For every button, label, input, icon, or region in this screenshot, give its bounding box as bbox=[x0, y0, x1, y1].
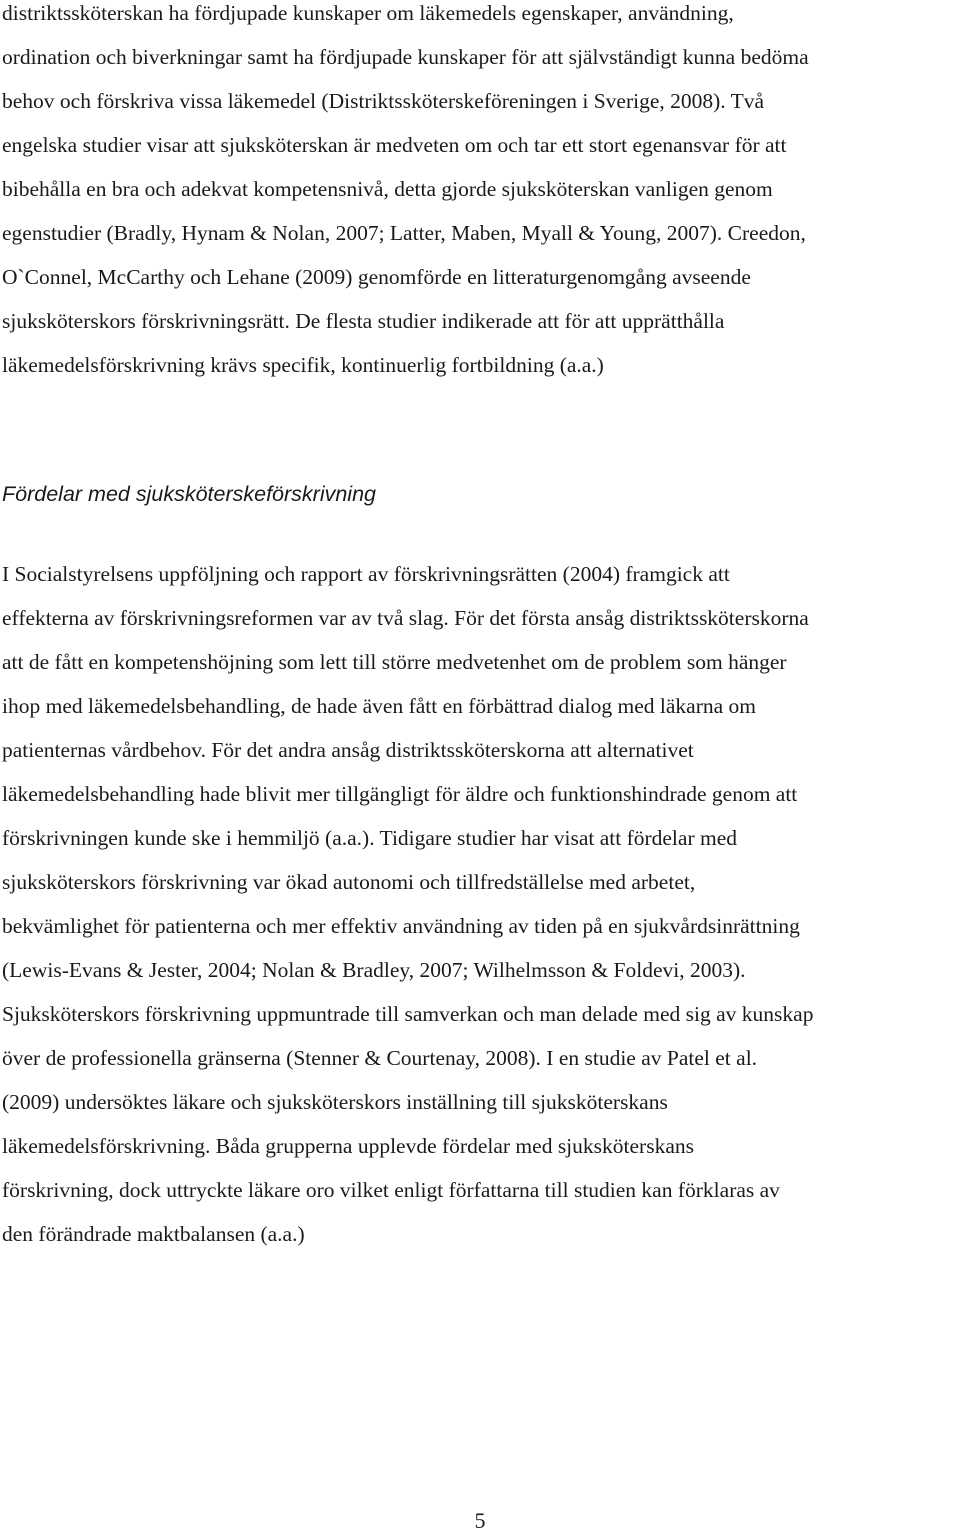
paragraph-line: (2009) undersöktes läkare och sjuksköterskors inställning till sjuksköterskans bbox=[2, 1090, 668, 1114]
paragraph-line: bekvämlighet för patienterna och mer effektiv användning av tiden på en sjukvårdsinrättning bbox=[2, 914, 800, 938]
paragraph-line: ordination och biverkningar samt ha fördjupade kunskaper för att självständigt kunna bedöma bbox=[2, 45, 809, 69]
paragraph-line: engelska studier visar att sjuksköterskan är medveten om och tar ett stort egenansvar för att bbox=[2, 133, 787, 157]
paragraph-line: effekterna av förskrivningsreformen var av två slag. För det första ansåg distriktssköterskorna bbox=[2, 606, 809, 630]
paragraph-line: patienternas vårdbehov. För det andra ansåg distriktssköterskorna att alternativet bbox=[2, 738, 694, 762]
paragraph-2 bbox=[2, 552, 960, 1256]
paragraph-1 bbox=[2, 0, 960, 387]
paragraph-line: läkemedelsbehandling hade blivit mer tillgängligt för äldre och funktionshindrade genom att bbox=[2, 782, 798, 806]
paragraph-line: egenstudier (Bradly, Hynam & Nolan, 2007; Latter, Maben, Myall & Young, 2007). Creedon, bbox=[2, 221, 806, 245]
paragraph-line: att de fått en kompetenshöjning som lett till större medvetenhet om de problem som hänger bbox=[2, 650, 787, 674]
paragraph-line: bibehålla en bra och adekvat kompetensnivå, detta gjorde sjuksköterskan vanligen genom bbox=[2, 177, 773, 201]
paragraph-line: (Lewis-Evans & Jester, 2004; Nolan & Bradley, 2007; Wilhelmsson & Foldevi, 2003). bbox=[2, 958, 746, 982]
paragraph-line: förskrivning, dock uttryckte läkare oro vilket enligt författarna till studien kan förklaras av bbox=[2, 1178, 780, 1202]
paragraph-line: Sjuksköterskors förskrivning uppmuntrade till samverkan och man delade med sig av kunskap bbox=[2, 1002, 814, 1026]
section-heading: Fördelar med sjuksköterskeförskrivning bbox=[2, 482, 376, 506]
paragraph-line: läkemedelsförskrivning. Båda grupperna upplevde fördelar med sjuksköterskans bbox=[2, 1134, 694, 1158]
paragraph-line: sjuksköterskors förskrivning var ökad autonomi och tillfredställelse med arbetet, bbox=[2, 870, 696, 894]
paragraph-line: över de professionella gränserna (Stenner & Courtenay, 2008). I en studie av Patel et al. bbox=[2, 1046, 758, 1070]
paragraph-line: I Socialstyrelsens uppföljning och rapport av förskrivningsrätten (2004) framgick att bbox=[2, 562, 730, 586]
paragraph-line: den förändrade maktbalansen (a.a.) bbox=[2, 1222, 305, 1246]
paragraph-line: sjuksköterskors förskrivningsrätt. De flesta studier indikerade att för att upprätthålla bbox=[2, 309, 725, 333]
paragraph-line: läkemedelsförskrivning krävs specifik, kontinuerlig fortbildning (a.a.) bbox=[2, 353, 604, 377]
paragraph-line: ihop med läkemedelsbehandling, de hade även fått en förbättrad dialog med läkarna om bbox=[2, 694, 757, 718]
paragraph-line: behov och förskriva vissa läkemedel (Distriktssköterskeföreningen i Sverige, 2008). Två bbox=[2, 89, 765, 113]
page-number: 5 bbox=[474, 1508, 486, 1533]
paragraph-line: förskrivningen kunde ske i hemmiljö (a.a.). Tidigare studier har visat att fördelar med bbox=[2, 826, 737, 850]
paragraph-line: distriktssköterskan ha fördjupade kunskaper om läkemedels egenskaper, användning, bbox=[2, 1, 734, 25]
paragraph-line: O`Connel, McCarthy och Lehane (2009) genomförde en litteraturgenomgång avseende bbox=[2, 265, 751, 289]
